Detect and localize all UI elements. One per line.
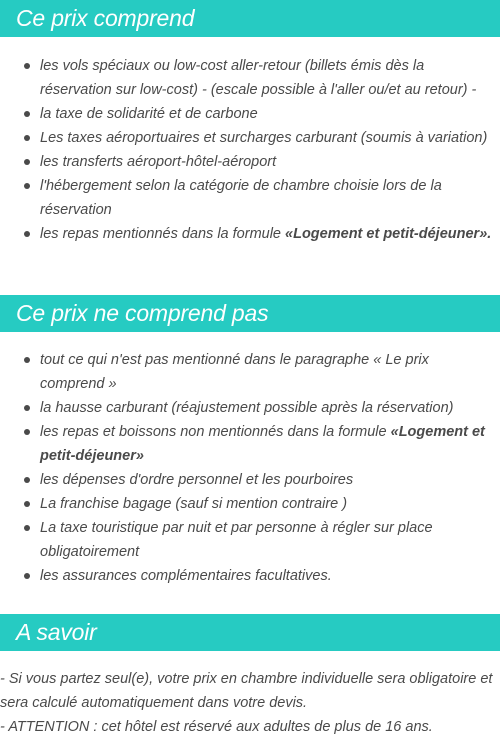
list-item	[0, 516, 500, 564]
info-note: - Si vous partez seul(e), votre prix en chambre individuelle sera obligatoire et sera calculé automatiquement dans votre devis.	[0, 671, 493, 711]
list-item	[0, 54, 500, 102]
list-item	[0, 222, 500, 246]
info-note: - ATTENTION : cet hôtel est réservé aux adultes de plus de 16 ans.	[0, 719, 433, 735]
section-title-included: Ce prix comprend	[0, 0, 500, 37]
bullet-icon	[24, 525, 30, 531]
list-item	[0, 174, 500, 222]
list-item	[0, 348, 500, 396]
item-text: les transferts aéroport-hôtel-aéroport	[40, 154, 277, 170]
bullet-icon	[24, 501, 30, 507]
bullet-icon	[24, 405, 30, 411]
item-text: les repas mentionnés dans la formule	[40, 226, 286, 242]
item-text: La taxe touristique par nuit et par personne à régler sur place obligatoirement	[40, 520, 433, 560]
list-item	[0, 564, 500, 588]
bullet-icon	[24, 573, 30, 579]
bullet-icon	[24, 135, 30, 141]
bullet-icon	[24, 63, 30, 69]
item-text: les assurances complémentaires facultatives.	[40, 568, 332, 584]
item-text: les vols spéciaux ou low-cost aller-retour (billets émis dès la réservation sur low-cost) - (escale possible à l'aller ou/et au retour) -	[40, 58, 477, 98]
bullet-icon	[24, 111, 30, 117]
list-item	[0, 126, 500, 150]
info-notes	[0, 667, 500, 739]
item-text: les dépenses d'ordre personnel et les pourboires	[40, 472, 354, 488]
item-text: Les taxes aéroportuaires et surcharges carburant (soumis à variation)	[40, 130, 488, 146]
list-item	[0, 492, 500, 516]
item-text: la hausse carburant (réajustement possible après la réservation)	[40, 400, 454, 416]
item-text: les repas et boissons non mentionnés dans la formule	[40, 424, 391, 440]
item-bold-text: «Logement et petit-déjeuner»	[40, 424, 485, 464]
item-text: l'hébergement selon la catégorie de chambre choisie lors de la réservation	[40, 178, 442, 218]
bullet-icon	[24, 477, 30, 483]
list-item	[0, 150, 500, 174]
list-item	[0, 102, 500, 126]
section-title-info: A savoir	[0, 614, 500, 651]
excluded-list	[0, 348, 500, 588]
bullet-icon	[24, 429, 30, 435]
list-item	[0, 396, 500, 420]
item-text: la taxe de solidarité et de carbone	[40, 106, 258, 122]
bullet-icon	[24, 159, 30, 165]
item-text: tout ce qui n'est pas mentionné dans le paragraphe « Le prix comprend »	[40, 352, 429, 392]
included-list	[0, 54, 500, 246]
item-bold-text: «Logement et petit-déjeuner».	[285, 226, 492, 242]
bullet-icon	[24, 357, 30, 363]
list-item	[0, 468, 500, 492]
section-title-excluded: Ce prix ne comprend pas	[0, 295, 500, 332]
bullet-icon	[24, 183, 30, 189]
item-text: La franchise bagage (sauf si mention contraire )	[40, 496, 348, 512]
list-item	[0, 420, 500, 468]
bullet-icon	[24, 231, 30, 237]
